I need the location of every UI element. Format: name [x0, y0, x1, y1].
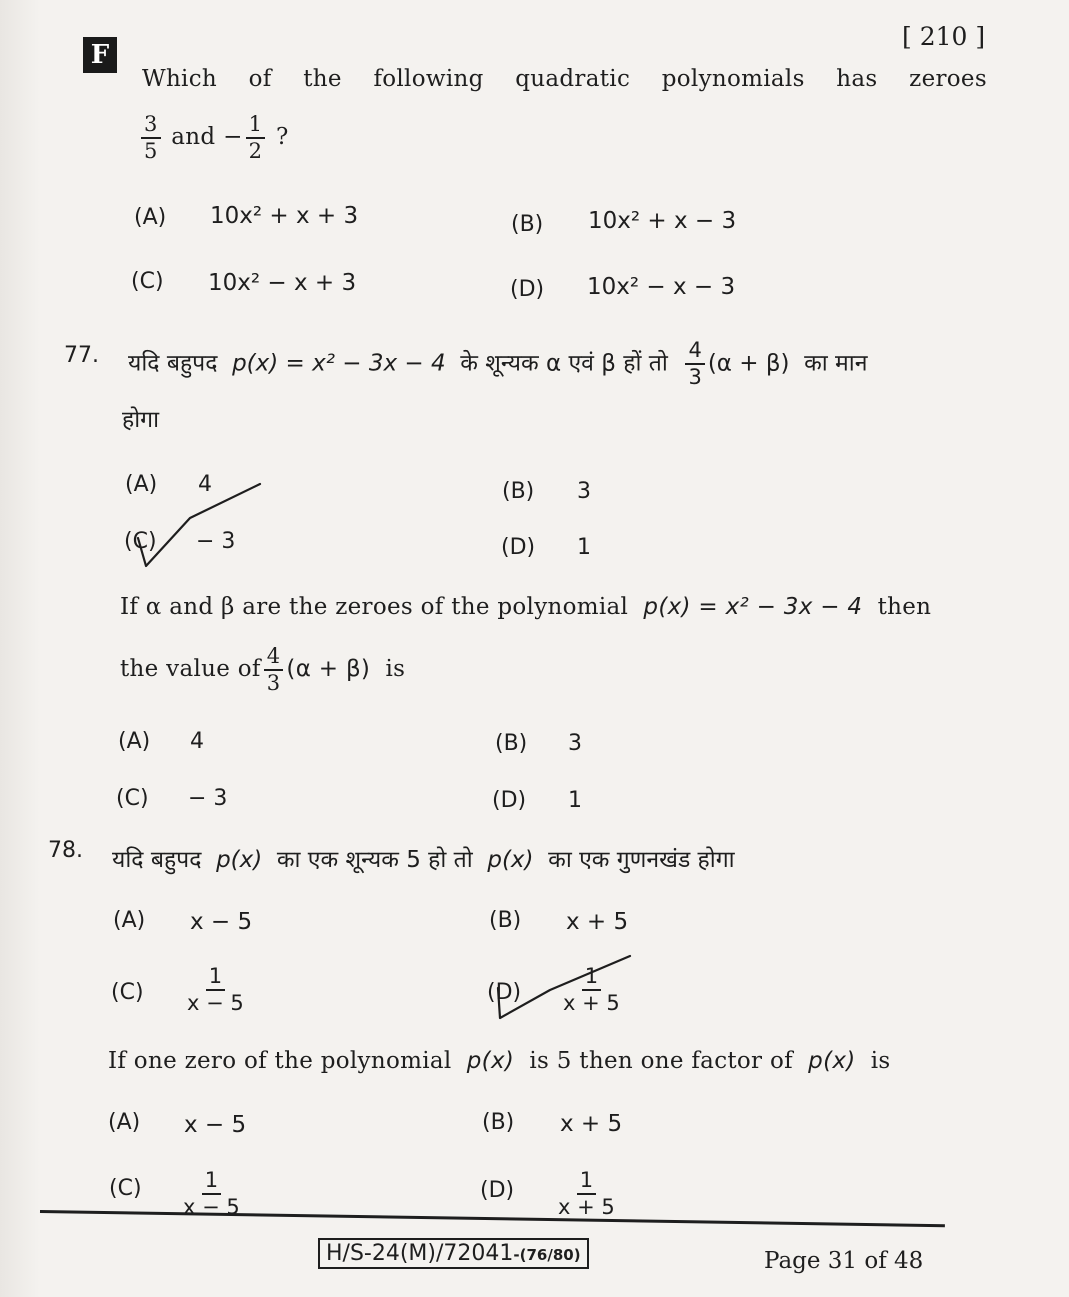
q78-en-px: p(x)	[808, 1048, 856, 1074]
q76-word: of	[248, 66, 272, 92]
q76-word: following	[373, 66, 484, 92]
q78-hi-option-c	[184, 966, 247, 1014]
q78-en-text: If one zero of the polynomial	[108, 1048, 452, 1074]
q78-hi-text: का एक गुणनखंड होगा	[548, 847, 735, 873]
q77-hi-text: के शून्यक α एवं β हों तो	[460, 350, 668, 377]
q77-hi-option-d: 1	[577, 535, 591, 560]
q77-hi-polynomial: p(x) = x² − 3x − 4	[232, 350, 446, 377]
q78-en-text: is 5 then one factor of	[529, 1048, 793, 1074]
q78-en-option-c-label: (C)	[109, 1176, 142, 1201]
q77-hi-text: का मान	[804, 350, 868, 377]
q77-en-then: then	[877, 594, 932, 620]
fraction-1-over-x-plus-5: $\frac{1}{x + 5}$	[558, 1168, 615, 1219]
q77-hi-option-c-label: (C)	[124, 529, 157, 554]
q77-tick-mark	[130, 480, 270, 572]
q78-hi-option-b: x + 5	[566, 909, 629, 935]
q76-minus: −	[223, 124, 243, 150]
q76-word: polynomials	[661, 66, 805, 92]
q77-en-option-a-label: (A)	[118, 729, 151, 754]
q78-hi-option-d-label: (D)	[487, 980, 522, 1005]
q76-word: the	[303, 66, 342, 92]
q76-option-c: 10x² − x + 3	[208, 270, 357, 296]
fraction-1-over-x-minus-5: $\frac{1}{x - 5}$	[187, 964, 244, 1015]
q77-hi-option-b: 3	[577, 479, 591, 504]
fraction-1-over-x-minus-5: $\frac{1}{x - 5}$	[183, 1168, 240, 1219]
q77-en-option-c: − 3	[188, 786, 228, 811]
q76-option-a: 10x² + x + 3	[210, 203, 359, 229]
q78-hi-option-a-label: (A)	[113, 908, 146, 933]
q76-word: zeroes	[909, 66, 987, 92]
q78-tick-mark	[490, 952, 638, 1026]
q76-option-b: 10x² + x − 3	[588, 208, 737, 234]
page-reference: [ 210 ]	[902, 22, 986, 51]
set-badge: F	[83, 37, 117, 73]
q78-en-option-d	[555, 1170, 618, 1218]
q78-hi-option-c-label: (C)	[111, 980, 144, 1005]
q76-question-mark: ?	[275, 124, 289, 150]
paper-code: H/S-24(M)/72041	[326, 1241, 514, 1266]
q78-en-px: p(x)	[466, 1048, 515, 1074]
q78-hi-option-b-label: (B)	[489, 908, 522, 933]
footer-divider	[40, 1210, 945, 1227]
q77-hi-option-c: − 3	[196, 529, 236, 554]
q77-en-text: the value of	[120, 656, 261, 682]
q78-english-line	[108, 1048, 891, 1074]
q77-en-polynomial: p(x) = x² − 3x − 4	[643, 594, 863, 620]
q76-word: quadratic	[515, 66, 631, 92]
q78-en-option-b: x + 5	[560, 1111, 623, 1137]
q77-hi-text: यदि बहुपद	[128, 350, 218, 377]
q77-number: 77.	[64, 343, 99, 368]
q76-word: has	[836, 66, 878, 92]
q78-hi-option-a: x − 5	[190, 909, 253, 935]
q77-hi-expr: (α + β)	[707, 350, 790, 377]
q78-hi-text: यदि बहुपद	[112, 847, 202, 873]
q76-text-line2	[138, 114, 289, 162]
q76-option-b-label: (B)	[511, 212, 544, 237]
q77-en-option-a: 4	[190, 729, 204, 754]
q76-and: and	[171, 124, 216, 150]
fraction-4-3: $\frac{4}{3}$	[685, 340, 704, 388]
q78-hi-px: p(x)	[216, 847, 263, 873]
q77-en-option-c-label: (C)	[116, 786, 149, 811]
q77-en-option-d-label: (D)	[492, 788, 527, 813]
fraction-4-3: $\frac{4}{3}$	[264, 646, 284, 694]
q78-en-option-c	[180, 1170, 243, 1218]
q77-hi-option-a-label: (A)	[125, 472, 158, 497]
fraction-3-5: $\frac{3}{5}$	[141, 114, 161, 162]
q78-en-option-d-label: (D)	[480, 1178, 515, 1203]
q77-en-option-d: 1	[568, 788, 582, 813]
fraction-1-2: $\frac{1}{2}$	[246, 114, 266, 162]
fraction-1-over-x-plus-5: $\frac{1}{x + 5}$	[563, 964, 620, 1015]
q78-en-text: is	[870, 1048, 891, 1074]
q76-option-d: 10x² − x − 3	[587, 274, 736, 300]
paper-code-box	[318, 1238, 589, 1269]
q76-word: Which	[142, 66, 218, 92]
q78-en-option-b-label: (B)	[482, 1110, 515, 1135]
page-edge-shadow	[0, 0, 40, 1297]
q77-hi-option-d-label: (D)	[501, 535, 536, 560]
q77-en-text: If α and β are the zeroes of the polynomial	[120, 594, 629, 620]
q76-option-c-label: (C)	[131, 269, 164, 294]
q78-en-option-a-label: (A)	[108, 1110, 141, 1135]
q78-en-option-a: x − 5	[184, 1112, 247, 1138]
q77-hi-option-b-label: (B)	[502, 479, 535, 504]
q76-option-d-label: (D)	[510, 277, 545, 302]
q78-hi-px: p(x)	[487, 847, 534, 873]
q77-en-option-b-label: (B)	[495, 731, 528, 756]
q76-option-a-label: (A)	[134, 205, 167, 230]
q78-number: 78.	[48, 838, 83, 863]
q77-hindi-line1	[128, 340, 868, 388]
q77-en-option-b: 3	[568, 731, 582, 756]
q77-english-line1	[120, 594, 931, 620]
page-number: Page 31 of 48	[764, 1248, 924, 1274]
q76-text-line1	[142, 66, 987, 92]
q77-en-text: is	[385, 656, 406, 682]
q77-english-line2	[120, 646, 405, 694]
q78-hi-text: का एक शून्यक 5 हो तो	[276, 847, 473, 873]
q77-hindi-line2: होगा	[122, 407, 160, 433]
q77-hi-option-a: 4	[198, 472, 212, 497]
paper-code-suffix: -(76/80)	[513, 1246, 581, 1264]
q78-hindi-line	[112, 842, 735, 874]
q77-en-expr: (α + β)	[286, 656, 371, 682]
